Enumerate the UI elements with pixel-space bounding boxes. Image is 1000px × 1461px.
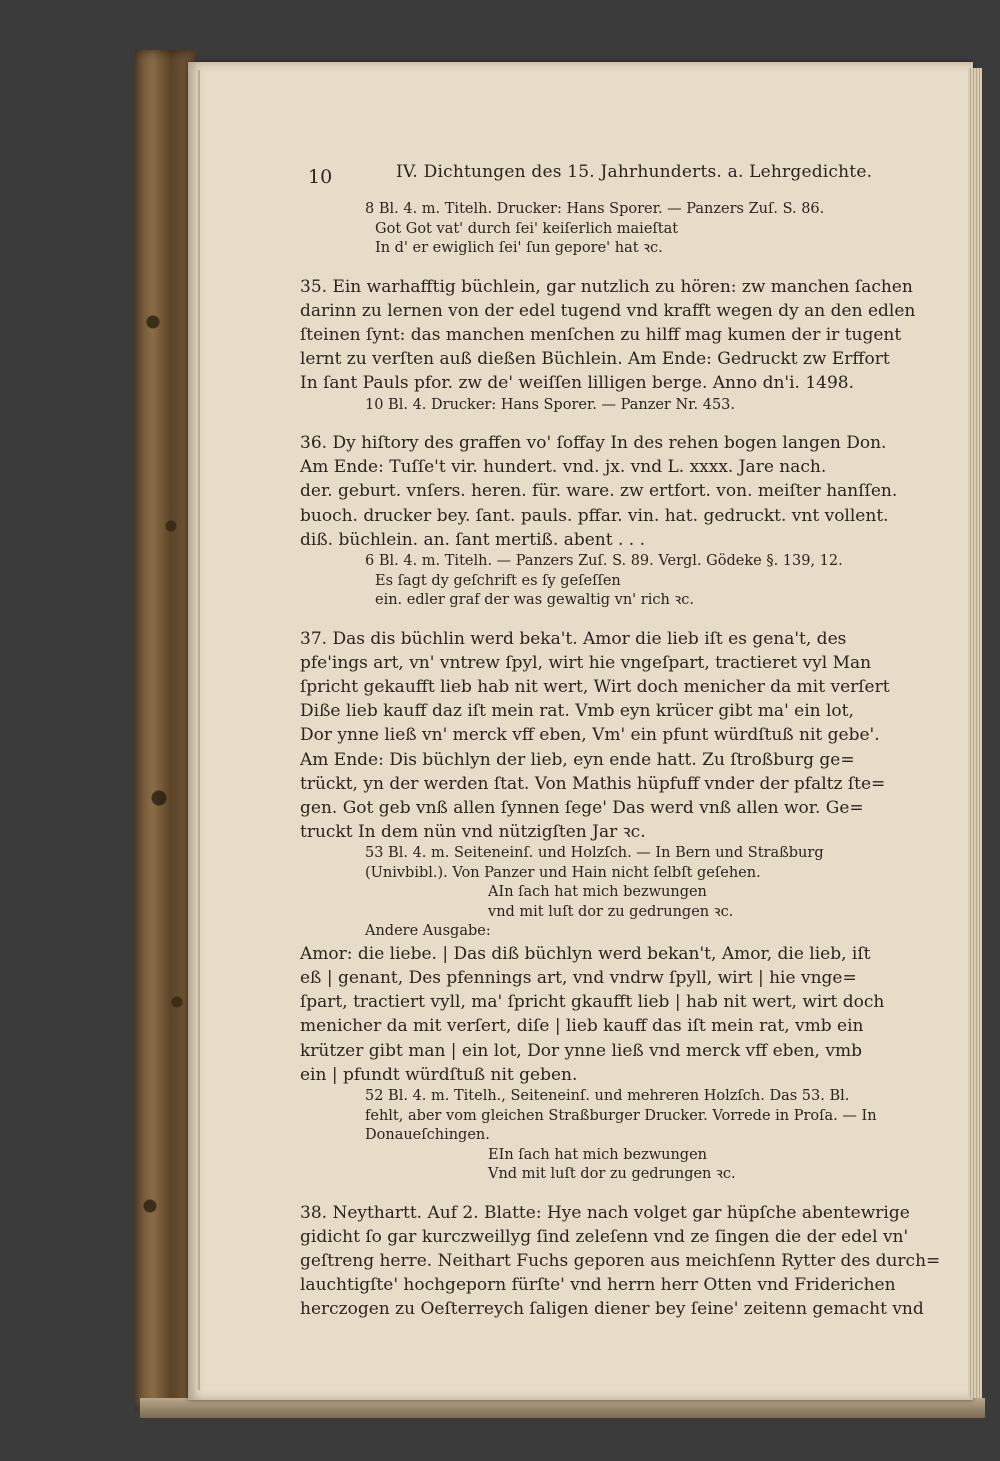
page-number: 10	[308, 166, 333, 188]
page-header	[300, 160, 955, 200]
bibliographic-note: 53 Bl. 4. m. Seiteneinſ. und Holzſch. — In Bern und Straßburg (Univbibl.). Von Panzer und Hain nicht ſelbſt geſehen.	[365, 845, 824, 881]
bibliographic-note: 6 Bl. 4. m. Titelh. — Panzers Zuſ. S. 89. Vergl. Gödeke §. 139, 12.	[365, 553, 843, 570]
spine-texture	[135, 50, 195, 1410]
entry-text: 38. Neythartt. Auf 2. Blatte: Hye nach volget gar hüpſche abentewrige gidicht ſo gar kurczweillyg ſind zeleſenn vnd ze ſingen die der edel vn' geſtreng herre. Neithart Fuchs geporen aus meichſenn Rytter des durch= lauchtigſte' hochgeporn fürſte' vnd herrn herr Otten vnd Friderichen herczogen zu Oeſterreych ſaligen diener bey ſeine' zeitenn gemacht vnd	[300, 1202, 941, 1320]
verse-quote: Es ſagt dy geſchrift es ſy geſeſſen ein. edler graf der was gewaltig vn' rich ꝛc.	[375, 572, 695, 609]
page-gutter-line	[198, 70, 200, 1390]
entry-text: 35. Ein warhafftig büchlein, gar nutzlich zu hören: zw manchen ſachen darinn zu lernen von der edel tugend vnd krafft wegen dy an den edlen ſteinen ſynt: das manchen menſchen zu hilff mag kumen der ir tugent lernt zu verſten auß dießen Büchlein. Am Ende: Gedruckt zw Erffort In ſant Pauls pfor. zw de' weiſſen lilligen berge. Anno dn'i. 1498.	[300, 276, 916, 394]
verse-quote: Got Got vat' durch ſei' keiſerlich maieſtat In d' er ewiglich ſei' ſun gepore' hat ꝛc.	[375, 220, 679, 256]
entry-38	[300, 1201, 955, 1322]
page-fore-edge	[968, 68, 982, 1398]
other-edition-verse: EIn ſach hat mich bezwungen Vnd mit luſt dor zu gedrungen ꝛc.	[488, 1146, 736, 1183]
book-bottom-edge	[140, 1398, 985, 1418]
bibliographic-note: 10 Bl. 4. Drucker: Hans Sporer. — Panzer Nr. 453.	[365, 396, 736, 413]
entry-37	[300, 627, 955, 1185]
other-edition-text: Amor: die liebe. | Das diß büchlyn werd bekan't, Amor, die lieb, iſt eß | genant, Des pfennings art, vnd vndrw ſpyll, wirt | hie vnge= ſpart, tractiert vyll, ma' ſpricht gkaufft lieb | hab nit wert, wirt doch menicher da mit verſert, diſe | lieb kauff das iſt mein rat, vmb ein krützer gibt man | ein lot, Dor ynne ließ vnd merck vff eben, vmb ein | pfundt würdſtuß nit geben.	[300, 943, 885, 1085]
bibliographic-note: 8 Bl. 4. m. Titelh. Drucker: Hans Sporer. — Panzers Zuſ. S. 86.	[365, 201, 825, 217]
other-edition-label: Andere Ausgabe:	[365, 923, 491, 940]
entry-34-tail	[300, 200, 955, 259]
running-title: IV. Dichtungen des 15. Jahrhunderts. a. Lehrgedichte.	[396, 162, 873, 182]
other-edition-note: 52 Bl. 4. m. Titelh., Seiteneinſ. und mehreren Holzſch. Das 53. Bl. fehlt, aber vom gleichen Straßburger Drucker. Vorrede in Proſa. — In Donaueſchingen.	[365, 1088, 877, 1144]
page-content	[300, 160, 955, 1322]
entry-text: 37. Das dis büchlin werd beka't. Amor die lieb iſt es gena't, des pfe'ings art, vn' vntrew ſpyl, wirt hie vngeſpart, tractieret vyl Man ſpricht gekaufft lieb hab nit wert, Wirt doch menicher da mit verſert Diße lieb kauff daz iſt mein rat. Vmb eyn krücer gibt ma' ein lot, Dor ynne ließ vn' merck vff eben, Vm' ein pfunt würdſtuß nit gebe'. Am Ende: Dis büchlyn der lieb, eyn ende hatt. Zu ſtroßburg ge= trückt, yn der werden ſtat. Von Mathis hüpfuff vnder der pfaltz ſte= gen. Got geb vnß allen ſynnen ſege' Das werd vnß allen wor. Ge= truckt In dem nün vnd nützigſten Jar ꝛc.	[300, 628, 890, 843]
book-spine	[135, 50, 195, 1410]
entry-text: 36. Dy hiſtory des graffen vo' ſoffay In des rehen bogen langen Don. Am Ende: Tuſſe't vir. hundert. vnd. jx. vnd L. xxxx. Jare nach. der. geburt. vnſers. heren. für. ware. zw ertfort. von. meiſter hanſſen. buoch. drucker bey. ſant. pauls. pffar. vin. hat. gedruckt. vnt vollent. diß. büchlein. an. ſant mertiß. abent . . .	[300, 433, 898, 550]
entry-35	[300, 275, 955, 416]
verse-quote: AIn ſach hat mich bezwungen vnd mit luſt dor zu gedrungen ꝛc.	[488, 884, 734, 920]
entry-36	[300, 431, 955, 611]
